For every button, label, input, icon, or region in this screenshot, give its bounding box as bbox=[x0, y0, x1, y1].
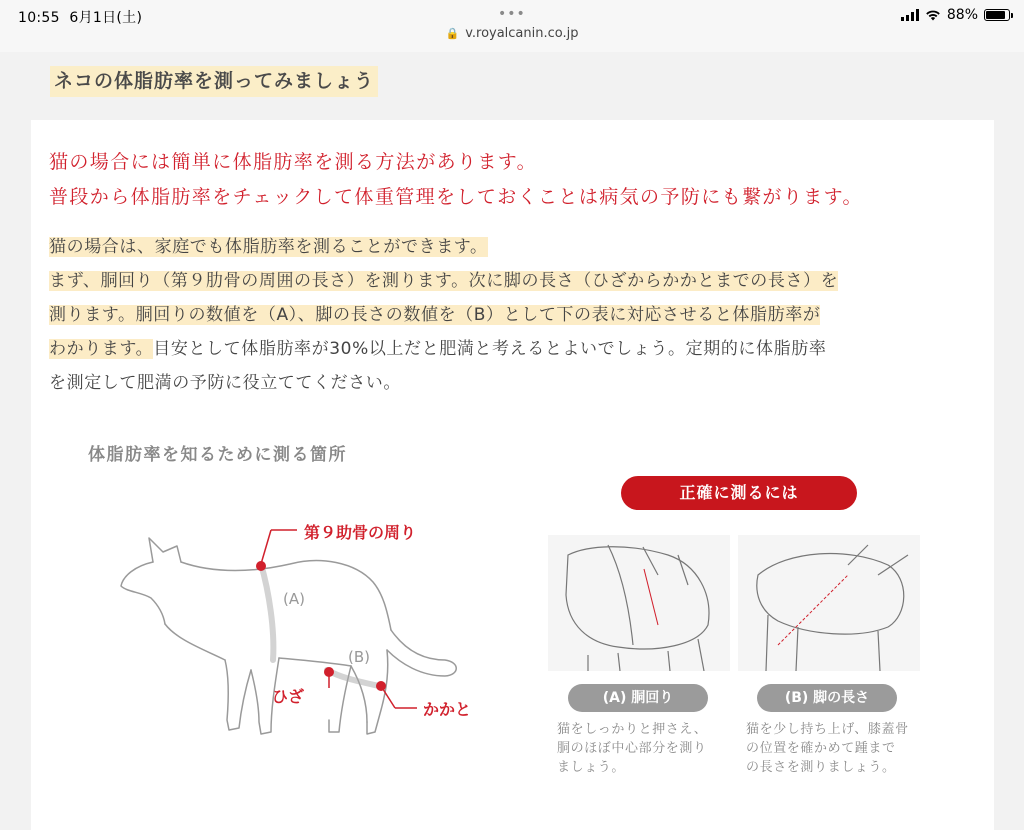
status-indicators bbox=[901, 7, 1010, 23]
caption-leg-line-2: の位置を確かめて踵まで bbox=[746, 741, 896, 756]
body-line-2: まず、胴回り（第９肋骨の周囲の長さ）を測ります。次に脚の長さ（ひざからかかとまでの長さ）を bbox=[49, 271, 839, 291]
status-time bbox=[18, 7, 142, 27]
url-text: v.royalcanin.co.jp bbox=[465, 26, 579, 41]
status-bar bbox=[0, 0, 1024, 52]
body-line-5: を測定して肥満の予防に役立ててください。 bbox=[49, 373, 401, 393]
label-heel: かかと bbox=[423, 700, 472, 719]
caption-waist-line-3: ましょう。 bbox=[557, 760, 626, 775]
photo-leg-measure bbox=[738, 535, 920, 671]
waist-sketch-image bbox=[548, 535, 730, 671]
body-paragraph bbox=[49, 230, 979, 400]
body-line-4: 目安として体脂肪率が30%以上だと肥満と考えるとよいでしょう。定期的に体脂肪率 bbox=[153, 339, 827, 359]
caption-waist-line-2: 胴のほぼ中心部分を測り bbox=[557, 741, 707, 756]
page-title: ネコの体脂肪率を測ってみましょう bbox=[50, 66, 378, 97]
battery-level bbox=[986, 11, 1005, 19]
lead-line-1: 猫の場合には簡単に体脂肪率を測る方法があります。 bbox=[49, 151, 538, 173]
lead-line-2: 普段から体脂肪率をチェックして体重管理をしておくことは病気の予防にも繋がります。 bbox=[49, 186, 863, 208]
label-b: (B) bbox=[348, 648, 370, 666]
photo-waist-measure bbox=[548, 535, 730, 671]
battery-icon bbox=[984, 9, 1010, 21]
label-knee: ひざ bbox=[272, 687, 305, 706]
label-leg-b: (B) 脚の長さ bbox=[757, 684, 897, 712]
caption-leg-line-3: の長さを測りましょう。 bbox=[746, 760, 896, 775]
lock-icon: 🔒 bbox=[445, 27, 460, 40]
diagram-title: 体脂肪率を知るために測る箇所 bbox=[88, 445, 347, 465]
body-line-1: 猫の場合は、家庭でも体脂肪率を測ることができます。 bbox=[49, 237, 488, 257]
battery-percent: 88% bbox=[946, 7, 978, 23]
caption-waist bbox=[557, 720, 737, 777]
label-waist-a: (A) 胴回り bbox=[568, 684, 708, 712]
caption-leg bbox=[746, 720, 926, 777]
caption-leg-line-1: 猫を少し持ち上げ、膝蓋骨 bbox=[746, 722, 909, 737]
measure-accurately-button[interactable]: 正確に測るには bbox=[621, 476, 857, 510]
clock: 10:55 bbox=[18, 10, 60, 26]
leg-sketch-image bbox=[738, 535, 920, 671]
caption-waist-line-1: 猫をしっかりと押さえ、 bbox=[557, 722, 708, 737]
body-line-4-highlight: わかります。 bbox=[49, 339, 154, 359]
lead-text bbox=[49, 145, 979, 215]
date: 6月1日(土) bbox=[69, 10, 143, 26]
label-rib: 第９助骨の周り bbox=[304, 523, 417, 542]
label-a: (A) bbox=[283, 590, 305, 608]
address-bar[interactable] bbox=[0, 26, 1024, 41]
signal-icon bbox=[901, 9, 919, 21]
multitask-dots-icon[interactable]: ••• bbox=[498, 6, 526, 22]
body-line-3: 測ります。胴回りの数値を（A）、脚の長さの数値を（B）として下の表に対応させると体脂肪率が bbox=[49, 305, 821, 325]
wifi-icon bbox=[925, 9, 941, 21]
